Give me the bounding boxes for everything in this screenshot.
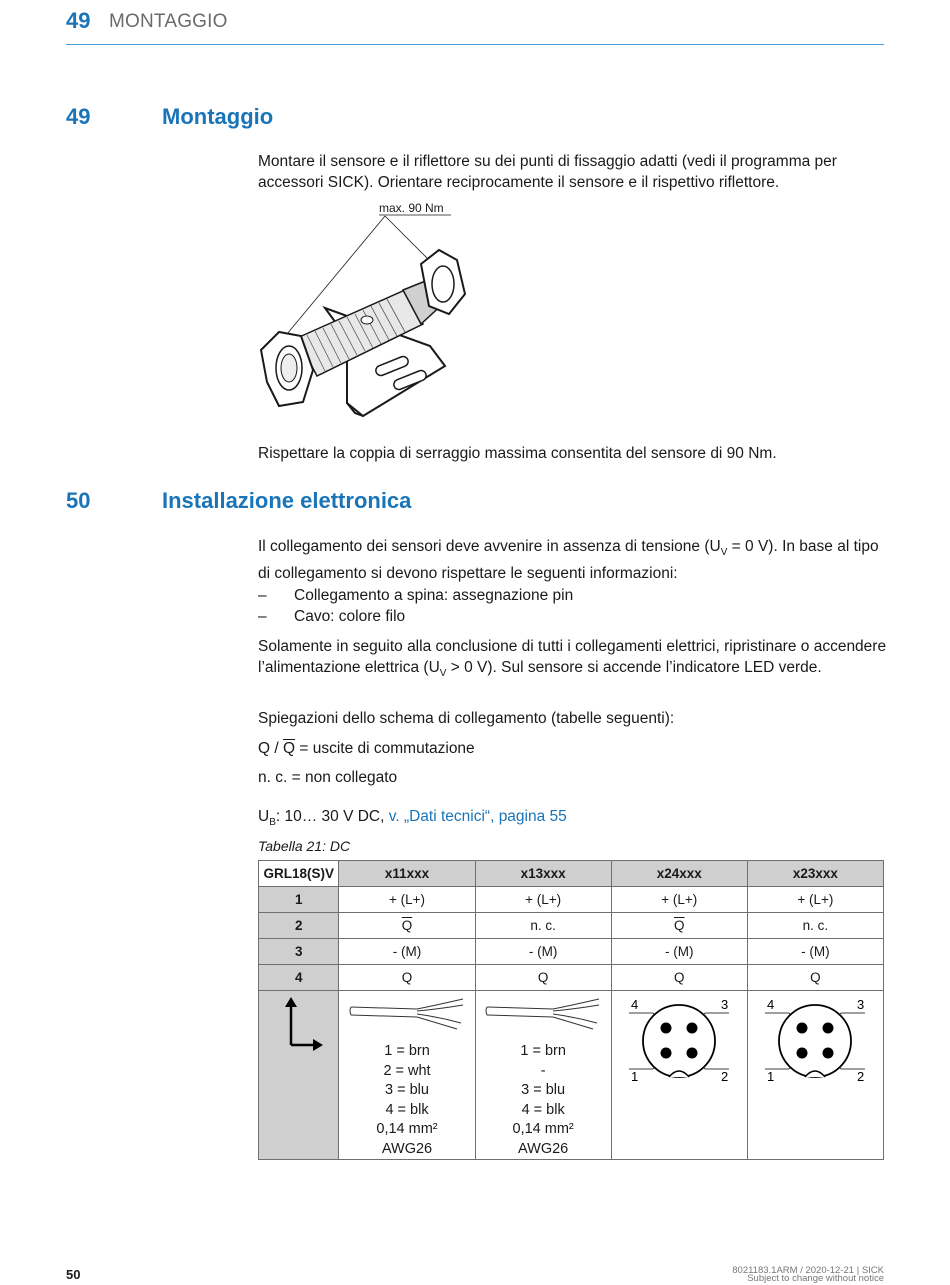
document-reference: 8021183.1ARM / 2020-12-21 | SICK <box>732 1265 884 1276</box>
table-cell: - (M) <box>475 939 611 965</box>
table-row <box>259 991 884 1160</box>
wire-entry: 4 = blk <box>521 1101 565 1118</box>
connector-pinout-cell <box>747 991 883 1160</box>
torque-note: Rispettare la coppia di serraggio massima consentita del sensore di 90 Nm. <box>258 445 777 462</box>
cable-wires-icon <box>483 995 603 1035</box>
table-header-cell: x11xxx <box>339 861 475 887</box>
dc-connection-table <box>258 860 884 1160</box>
svg-text:3: 3 <box>857 997 865 1012</box>
pin-number-cell: 1 <box>259 887 339 913</box>
m12-connector-pinout-icon <box>619 993 739 1088</box>
running-header-number: 49 <box>66 8 91 33</box>
connector-pinout-cell <box>611 991 747 1160</box>
wire-entry: 3 = blu <box>521 1082 566 1098</box>
table-cell: Q <box>475 965 611 991</box>
table-cell: Q <box>339 965 475 991</box>
cable-colors-cell <box>339 991 475 1160</box>
table-header-cell: x13xxx <box>475 861 611 887</box>
section-49-number: 49 <box>66 104 91 129</box>
connection-arrow-icon <box>269 995 329 1065</box>
change-notice: Subject to change without notice <box>747 1273 884 1284</box>
table-cell: + (L+) <box>611 887 747 913</box>
electrical-paragraph-2: Solamente in seguito alla conclusione di tutti i collegamenti elettrici, ripristinare o accendere l’alimentazione elettrica ($U_V > 0$ V). Sul sensore si accende l’indicatore LED verde. <box>258 638 887 680</box>
wire-entry: 0,14 mm² <box>376 1121 438 1137</box>
table-cell: - (M) <box>339 939 475 965</box>
wire-entry: AWG26 <box>381 1140 433 1157</box>
wire-entry: - <box>540 1062 546 1079</box>
section-50-number: 50 <box>66 488 91 513</box>
wire-entry: 3 = blu <box>385 1082 429 1098</box>
svg-text:2: 2 <box>857 1069 865 1084</box>
table-row <box>259 913 884 939</box>
table-cell: Q <box>611 965 747 991</box>
svg-text:1: 1 <box>767 1069 775 1084</box>
table-cell: + (L+) <box>475 887 611 913</box>
section-50-title: Installazione elettronica <box>162 488 412 513</box>
svg-text:4: 4 <box>767 997 775 1012</box>
table-header-cell: x23xxx <box>747 861 883 887</box>
table-cell: Q <box>747 965 883 991</box>
table-cell: + (L+) <box>339 887 475 913</box>
table-cell: - (M) <box>611 939 747 965</box>
sensor-mounting-illustration <box>255 198 485 423</box>
pin-number-cell: 4 <box>259 965 339 991</box>
svg-text:4: 4 <box>631 997 639 1012</box>
table-cell: n. c. <box>475 913 611 939</box>
supply-voltage-line: $U_B$: 10… 30 V DC, v. „Dati tecnici“, pagina 55 <box>258 808 567 829</box>
table-cell: $\overline{Q}$ <box>339 913 475 939</box>
wire-entry: 0,14 mm² <box>512 1121 574 1137</box>
pin-number-cell: 3 <box>259 939 339 965</box>
mounting-paragraph: Montare il sensore e il riflettore su dei punti di fissaggio adatti (vedi il programma per accessori SICK). Orientare reciprocamente il sensore e il rispettivo riflettore. <box>258 153 837 191</box>
table-header-cell: GRL18(S)V <box>259 861 339 887</box>
technical-data-link[interactable]: v. „Dati tecnici“, pagina 55 <box>388 808 567 825</box>
wire-entry: AWG26 <box>518 1140 569 1157</box>
svg-text:2: 2 <box>721 1069 729 1084</box>
table-caption: Tabella 21: DC <box>258 838 351 854</box>
wire-entry: 4 = blk <box>385 1101 429 1118</box>
cable-wires-icon <box>347 995 467 1035</box>
cable-colors-cell <box>475 991 611 1160</box>
wire-entry: 1 = brn <box>384 1043 430 1059</box>
table-cell: - (M) <box>747 939 883 965</box>
table-row <box>259 887 884 913</box>
wire-entry: 2 = wht <box>383 1062 431 1079</box>
page-number: 50 <box>66 1267 81 1282</box>
header-divider <box>66 44 884 45</box>
torque-label: max. 90 Nm <box>379 201 444 215</box>
table-header-cell: x24xxx <box>611 861 747 887</box>
electrical-paragraph-1: Il collegamento dei sensori deve avvenire in assenza di tensione ($U_V = 0$ V). In base al tipo di collegamento si devono rispettare le seguenti informazioni: <box>258 538 879 583</box>
output-definition: Q / $\overline{Q}$ = uscite di commutazione <box>258 740 475 757</box>
table-row <box>259 939 884 965</box>
svg-text:1: 1 <box>631 1069 639 1084</box>
wire-entry: 1 = brn <box>520 1043 566 1059</box>
connection-symbol-cell <box>259 991 339 1160</box>
table-cell: $\overline{Q}$ <box>611 913 747 939</box>
table-header-row <box>259 861 884 887</box>
m12-connector-pinout-icon <box>755 993 875 1088</box>
explanation-intro: Spiegazioni dello schema di collegamento (tabelle seguenti): <box>258 710 675 727</box>
table-cell: n. c. <box>747 913 883 939</box>
table-row <box>259 965 884 991</box>
pin-number-cell: 2 <box>259 913 339 939</box>
running-header-title: MONTAGGIO <box>109 11 228 32</box>
table-cell: + (L+) <box>747 887 883 913</box>
svg-text:3: 3 <box>721 997 729 1012</box>
nc-definition: n. c. = non collegato <box>258 769 398 786</box>
section-49-title: Montaggio <box>162 104 274 129</box>
